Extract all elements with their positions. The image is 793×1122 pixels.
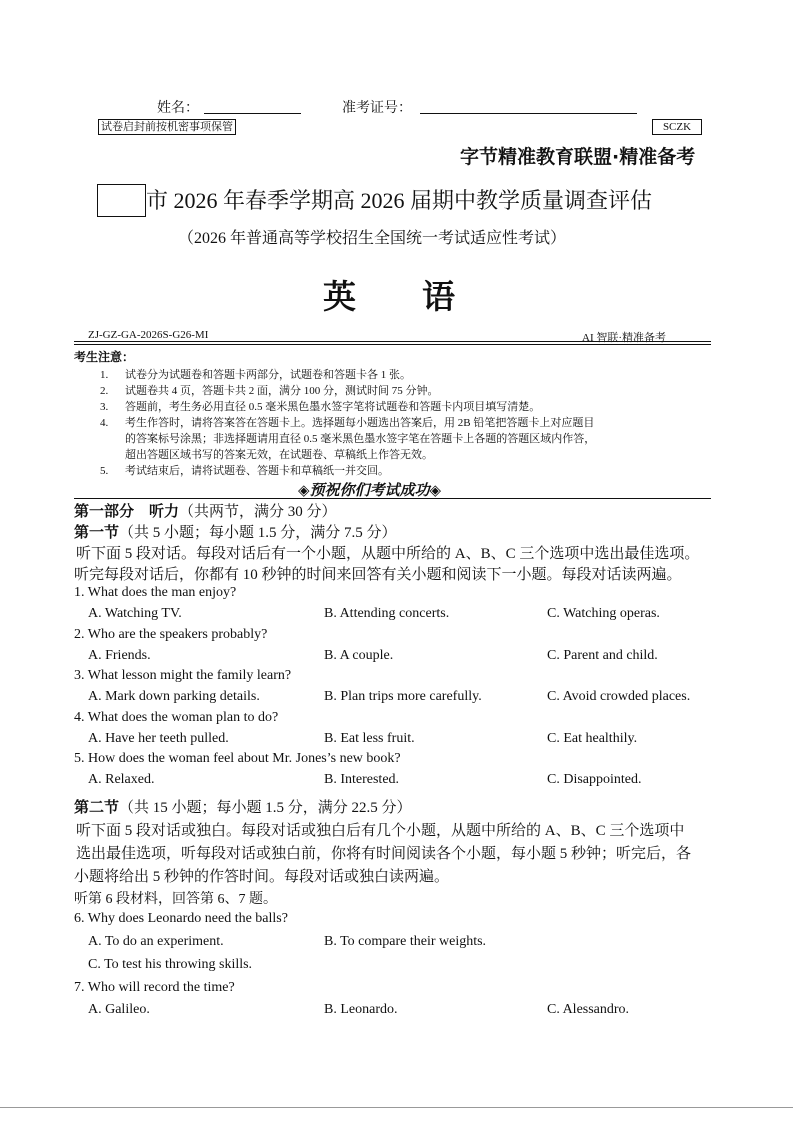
name-label: 姓名：	[157, 101, 199, 116]
divider	[74, 498, 711, 499]
subject-title: 英 语	[323, 280, 455, 316]
notice-item-text: 考试结束后，请将试题卷、答题卡和草稿纸一并交回。	[125, 465, 389, 477]
notice-item-text: 的答案标号涂黑；非选择题请用直径 0.5 毫米黑色墨水签字笔在答题卡上各题的答题区域内作答，	[125, 433, 596, 445]
notice-item-text: 考生作答时，请将答案答在答题卡上。选择题每小题选出答案后，用 2B 铅笔把答题卡上对应题目	[125, 417, 595, 429]
option-a[interactable]: A. Galileo.	[88, 1002, 150, 1017]
section-heading-bold: 第一节	[74, 525, 120, 541]
option-b[interactable]: B. Plan trips more carefully.	[324, 689, 482, 704]
notice-item-text: 试题卷共 4 页，答题卡共 2 面，满分 100 分，测试时间 75 分钟。	[125, 385, 439, 397]
section-instruction: 选出最佳选项，听每段对话或独白前，你将有时间阅读各个小题，每小题 5 秒钟；听完后，各	[76, 846, 692, 862]
section-instruction: 小题将给出 5 秒钟的作答时间。每段对话或独白读两遍。	[74, 869, 450, 885]
notice-item-num: 4.	[100, 417, 109, 429]
section-heading-rest: （共 15 小题；每小题 1.5 分，满分 22.5 分）	[119, 800, 412, 816]
option-b[interactable]: B. A couple.	[324, 648, 394, 663]
option-c[interactable]: C. Watching operas.	[547, 606, 660, 621]
part-heading	[74, 500, 337, 521]
section-instruction: 听下面 5 段对话。每段对话后有一个小题，从题中所给的 A、B、C 三个选项中选出最佳选项。	[76, 546, 700, 562]
option-c[interactable]: C. Parent and child.	[547, 648, 658, 663]
confidential-note: 试卷启封前按机密事项保管	[98, 119, 236, 135]
name-field-line[interactable]	[204, 113, 301, 114]
option-b[interactable]: B. Eat less fruit.	[324, 731, 415, 746]
option-c[interactable]: C. Alessandro.	[547, 1002, 630, 1017]
section-instruction: 听完每段对话后，你都有 10 秒钟的时间来回答有关小题和阅读下一小题。每段对话读两遍。	[74, 567, 682, 583]
page-footer-rule	[0, 1107, 793, 1108]
question-stem: 7. Who will record the time?	[74, 980, 235, 995]
notice-item-num: 5.	[100, 465, 109, 477]
section-heading	[74, 796, 412, 817]
option-b[interactable]: B. Attending concerts.	[324, 606, 450, 621]
option-c[interactable]: C. Avoid crowded places.	[547, 689, 691, 704]
alliance-label: 字节精准教育联盟·精准备考	[460, 146, 696, 168]
exam-number-field-line[interactable]	[420, 113, 637, 114]
material-note: 听第 6 段材料，回答第 6、7 题。	[74, 892, 277, 907]
notice-item-num: 1.	[100, 369, 109, 381]
question-stem: 4. What does the woman plan to do?	[74, 710, 279, 725]
notice-item-text: 试卷分为试题卷和答题卡两部分，试题卷和答题卡各 1 张。	[125, 369, 411, 381]
notice-item-text: 答题前，考生务必用直径 0.5 毫米黑色墨水签字笔将试题卷和答题卡内项目填写清楚。	[125, 401, 541, 413]
code-box: SCZK	[652, 119, 702, 135]
page-subtitle: （2026 年普通高等学校招生全国统一考试适应性考试）	[178, 230, 567, 247]
option-c[interactable]: C. To test his throwing skills.	[88, 957, 253, 972]
city-blank-box[interactable]	[97, 184, 146, 217]
option-c[interactable]: C. Disappointed.	[547, 772, 642, 787]
option-a[interactable]: A. Watching TV.	[88, 606, 182, 621]
paper-code: ZJ-GZ-GA-2026S-G26-MI	[88, 329, 209, 341]
option-b[interactable]: B. Interested.	[324, 772, 400, 787]
option-a[interactable]: A. Mark down parking details.	[88, 689, 260, 704]
question-stem: 1. What does the man enjoy?	[74, 585, 237, 600]
question-stem: 5. How does the woman feel about Mr. Jones’s new book?	[74, 751, 401, 766]
option-b[interactable]: B. Leonardo.	[324, 1002, 398, 1017]
divider	[74, 341, 711, 345]
notice-item-num: 3.	[100, 401, 109, 413]
option-b[interactable]: B. To compare their weights.	[324, 934, 487, 949]
part-heading-rest: （共两节，满分 30 分）	[179, 504, 337, 520]
code-row-right: AI 智联·精准备考	[582, 332, 667, 344]
option-c[interactable]: C. Eat healthily.	[547, 731, 638, 746]
option-a[interactable]: A. Have her teeth pulled.	[88, 731, 229, 746]
notice-item-num: 2.	[100, 385, 109, 397]
notice-item-text: 超出答题区域书写的答案无效，在试题卷、草稿纸上作答无效。	[125, 449, 433, 461]
question-stem: 2. Who are the speakers probably?	[74, 627, 268, 642]
page-title: 市 2026 年春季学期高 2026 届期中教学质量调查评估	[146, 188, 653, 213]
question-stem: 3. What lesson might the family learn?	[74, 668, 292, 683]
exam-number-label: 准考证号：	[342, 101, 412, 116]
section-heading-rest: （共 5 小题；每小题 1.5 分，满分 7.5 分）	[119, 525, 397, 541]
option-a[interactable]: A. Friends.	[88, 648, 151, 663]
section-heading	[74, 521, 397, 542]
section-instruction: 听下面 5 段对话或独白。每段对话或独白后有几个小题，从题中所给的 A、B、C 三个选项中	[76, 823, 685, 839]
good-luck-banner: ◈预祝你们考试成功◈	[298, 483, 442, 499]
part-heading-bold: 第一部分 听力	[74, 504, 180, 520]
option-a[interactable]: A. To do an experiment.	[88, 934, 224, 949]
question-stem: 6. Why does Leonardo need the balls?	[74, 911, 288, 926]
notice-heading: 考生注意：	[74, 350, 135, 364]
section-heading-bold: 第二节	[74, 800, 120, 816]
option-a[interactable]: A. Relaxed.	[88, 772, 155, 787]
